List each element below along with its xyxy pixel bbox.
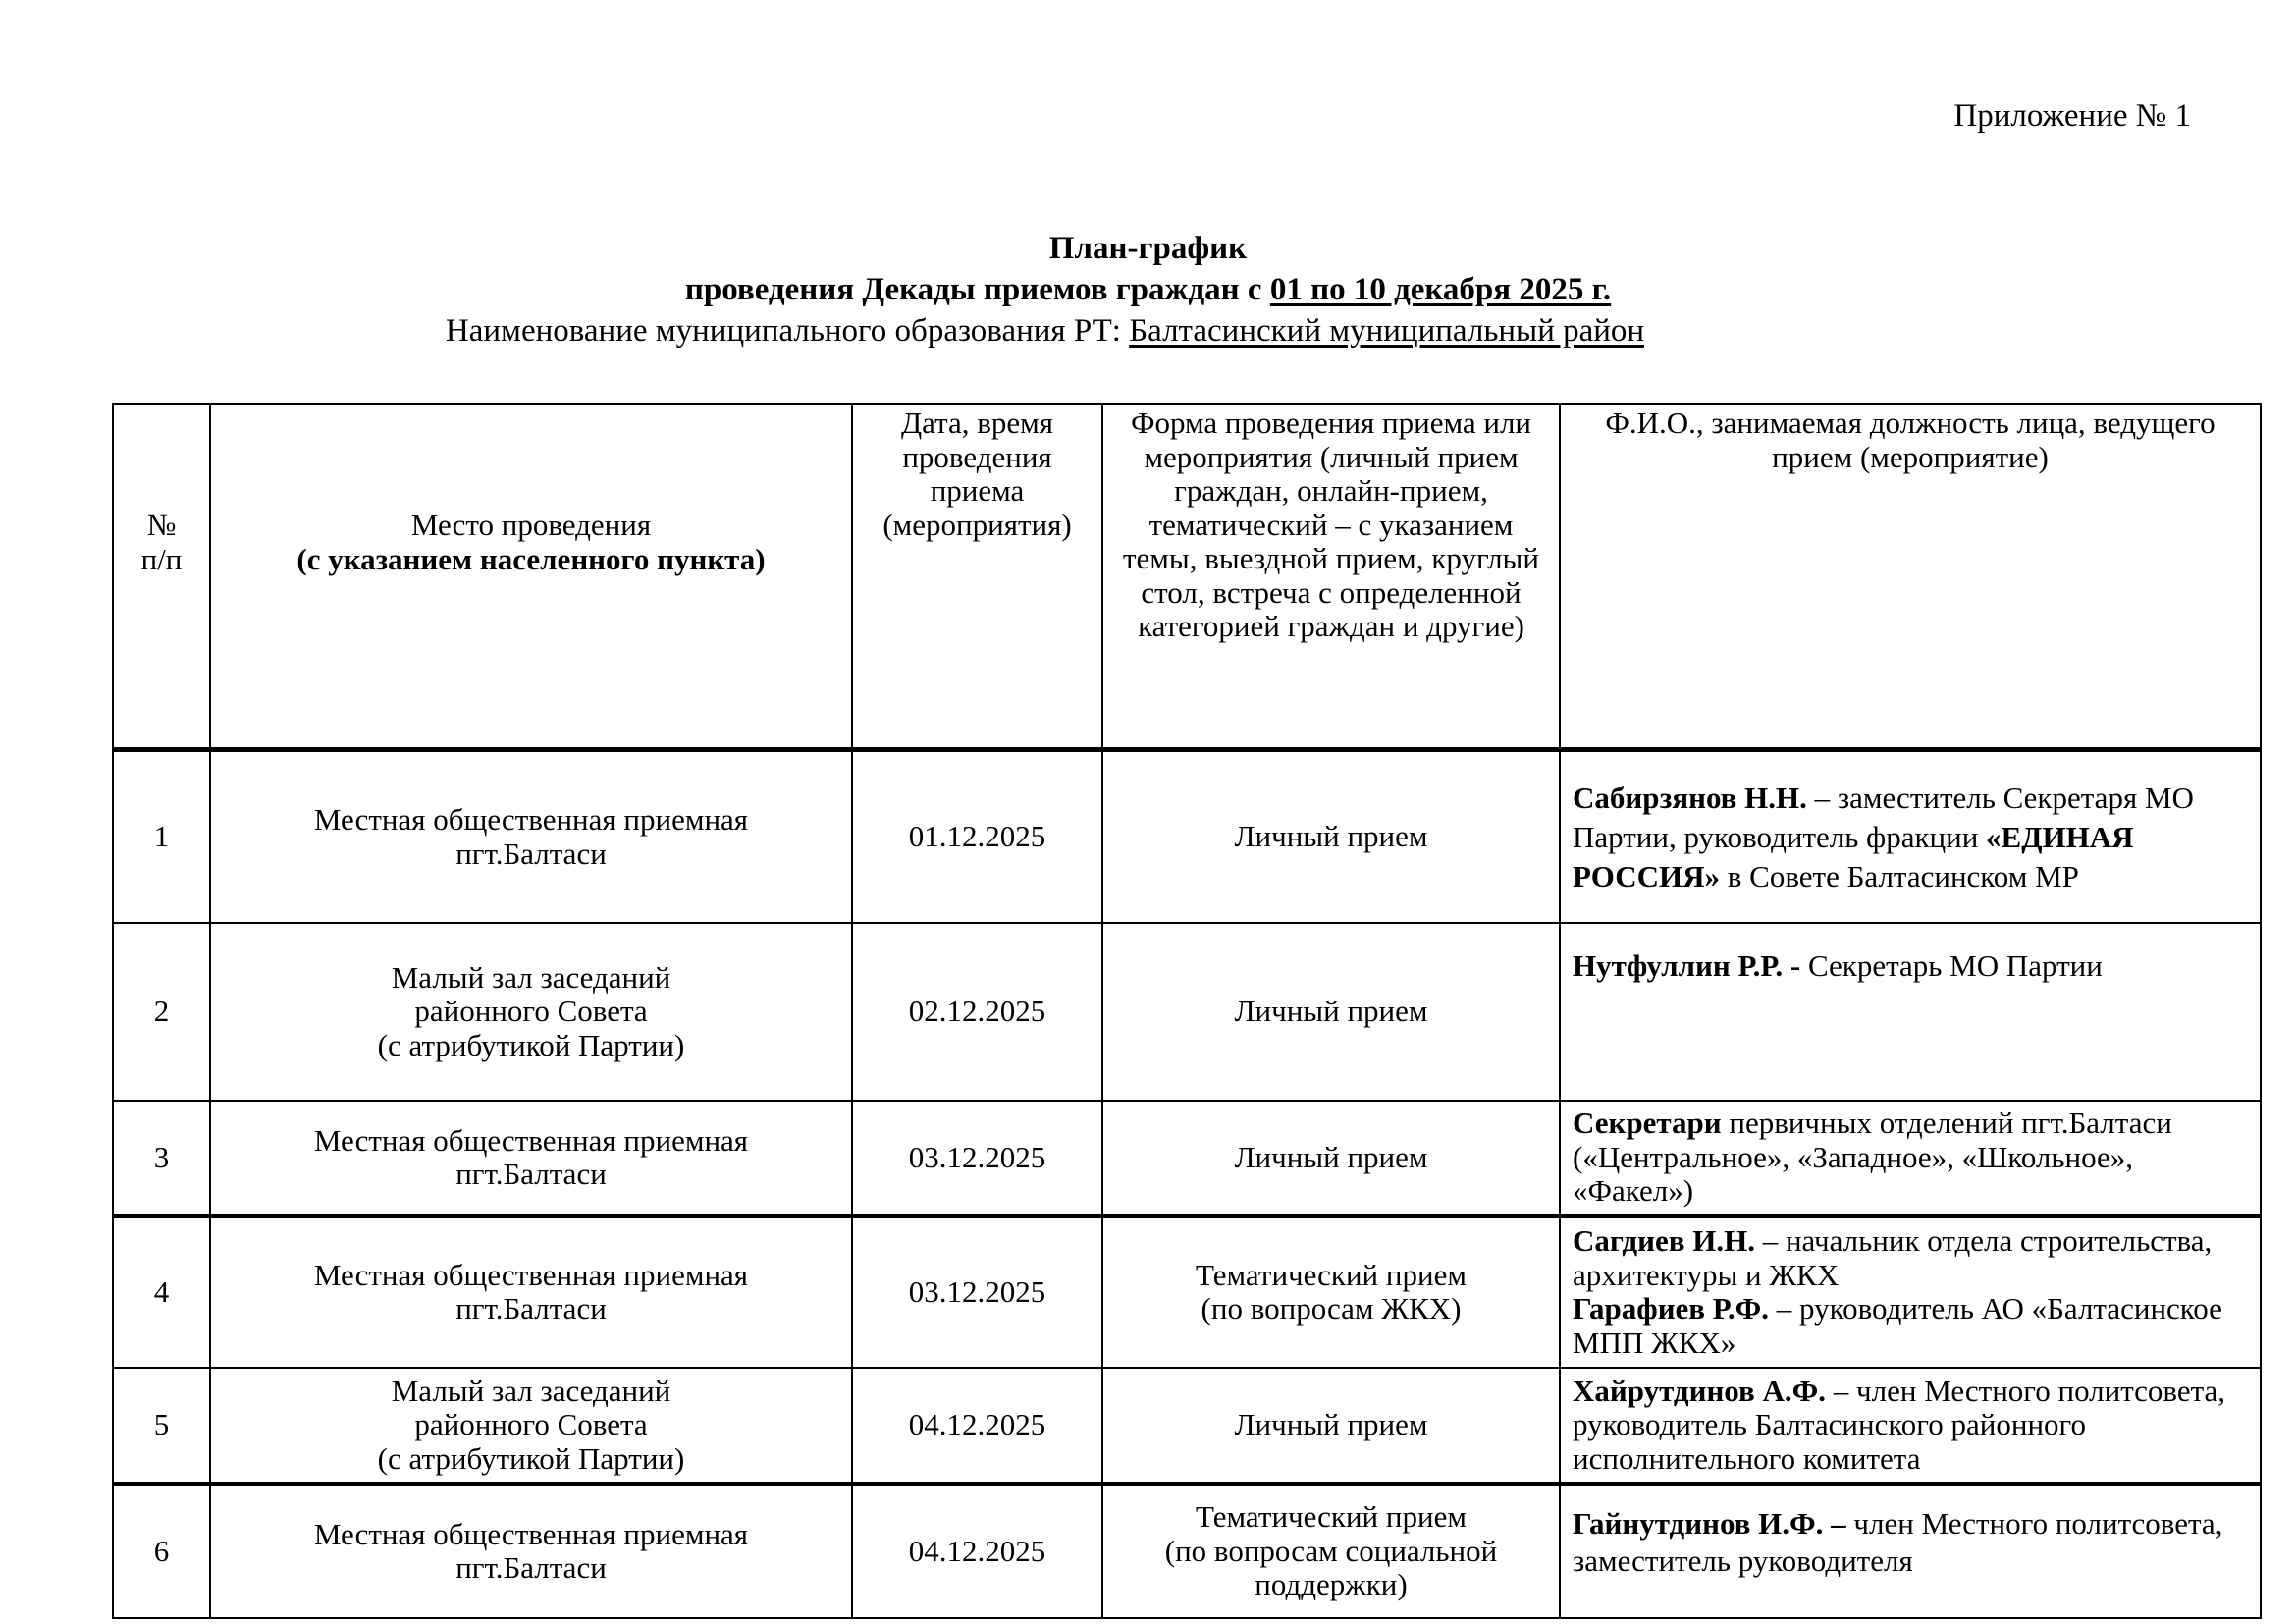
header-form: Форма проведения приема или мероприятия (личный прием граждан, онлайн-прием, тематический – с указанием темы, выездной прием, круглый стол, встреча с определенной категорией граждан и другие) xyxy=(1102,404,1560,750)
place-line: районного Совета xyxy=(414,994,648,1029)
person-name: Секретари xyxy=(1573,1106,1722,1141)
person-position: – член Местного политсовета, руководитель Балтасинского районного исполнительного комитета xyxy=(1573,1373,2226,1476)
place-line: Малый зал заседаний xyxy=(391,959,671,995)
person-position: – руководитель АО «Балтасинское МПП ЖКХ» xyxy=(1573,1291,2222,1360)
cell-place xyxy=(210,750,852,924)
person-position: Секретарь МО Партии xyxy=(1800,948,2103,983)
cell-place xyxy=(210,1101,852,1216)
form-line: Личный прием xyxy=(1234,994,1428,1029)
document-title: План-график xyxy=(1048,231,1248,266)
place-line: пгт.Балтаси xyxy=(455,1550,607,1585)
table-header-row xyxy=(113,404,2261,750)
person-name: Гайнутдинов И.Ф. – xyxy=(1573,1506,1846,1541)
form-line: Личный прием xyxy=(1234,1407,1428,1442)
person-name: Сагдиев И.Н. xyxy=(1573,1223,1755,1258)
header-date: Дата, время проведения приема (мероприятия) xyxy=(852,404,1102,750)
schedule-table xyxy=(112,403,2262,1619)
place-line: Местная общественная приемная xyxy=(313,1257,749,1292)
person-name: Сабирзянов Н.Н. xyxy=(1573,780,1807,815)
cell-date: 01.12.2025 xyxy=(852,750,1102,924)
cell-place xyxy=(210,1368,852,1484)
cell-person xyxy=(1560,1101,2261,1216)
cell-form xyxy=(1102,1101,1560,1216)
header-number-line1: № xyxy=(146,508,177,542)
cell-form xyxy=(1102,1368,1560,1484)
form-line: Тематический прием xyxy=(1196,1257,1467,1292)
cell-form xyxy=(1102,923,1560,1101)
person-position: – начальник отдела строительства, архитектуры и ЖКХ xyxy=(1573,1223,2213,1292)
document-subtitle xyxy=(0,269,2296,310)
cell-date: 02.12.2025 xyxy=(852,923,1102,1101)
form-line: Личный прием xyxy=(1234,819,1428,854)
table-row xyxy=(113,923,2261,1101)
subtitle-prefix: проведения Декады приемов граждан с xyxy=(684,272,1270,307)
place-line: пгт.Балтаси xyxy=(455,836,607,871)
cell-form xyxy=(1102,1484,1560,1618)
place-line: Местная общественная приемная xyxy=(313,1516,749,1551)
header-number-line2: п/п xyxy=(140,541,183,576)
header-number xyxy=(113,404,210,750)
table-row xyxy=(113,1368,2261,1484)
cell-number: 1 xyxy=(113,750,210,924)
municipality-line xyxy=(0,310,2296,352)
cell-number: 5 xyxy=(113,1368,210,1484)
form-line: (по вопросам социальной поддержки) xyxy=(1164,1533,1498,1602)
cell-number: 6 xyxy=(113,1484,210,1618)
header-place-line1: Место проведения xyxy=(410,508,652,542)
person-name: Хайрутдинов А.Ф. xyxy=(1573,1373,1827,1408)
cell-person xyxy=(1560,1216,2261,1368)
place-line: (с атрибутикой Партии) xyxy=(377,1440,685,1476)
municipality-label: Наименование муниципального образования РТ: xyxy=(445,313,1130,349)
cell-person xyxy=(1560,1368,2261,1484)
cell-place xyxy=(210,1484,852,1618)
cell-number: 4 xyxy=(113,1216,210,1368)
person-position: в Совете Балтасинском МР xyxy=(1720,858,2079,893)
cell-form xyxy=(1102,1216,1560,1368)
table-row xyxy=(113,1216,2261,1368)
header-person: Ф.И.О., занимаемая должность лица, ведущего прием (мероприятие) xyxy=(1560,404,2261,750)
form-line: Личный прием xyxy=(1234,1139,1428,1174)
cell-person xyxy=(1560,1484,2261,1618)
table-row xyxy=(113,1101,2261,1216)
person-position: первичных отделений пгт.Балтаси («Центральное», «Западное», «Школьное», «Факел») xyxy=(1573,1106,2172,1209)
person-name: Нутфуллин Р.Р. - xyxy=(1573,948,1801,983)
cell-date: 04.12.2025 xyxy=(852,1368,1102,1484)
decade-period: 01 по 10 декабря 2025 г. xyxy=(1269,272,1612,307)
form-line: Тематический прием xyxy=(1196,1499,1467,1535)
document-title-block xyxy=(0,228,2296,352)
header-place xyxy=(210,404,852,750)
cell-form xyxy=(1102,750,1560,924)
person-name: Гарафиев Р.Ф. xyxy=(1573,1291,1769,1326)
header-place-line2: (с указанием населенного пункта) xyxy=(296,541,766,576)
cell-date: 04.12.2025 xyxy=(852,1484,1102,1618)
cell-number: 2 xyxy=(113,923,210,1101)
table-row xyxy=(113,1484,2261,1618)
form-line: (по вопросам ЖКХ) xyxy=(1201,1291,1462,1326)
appendix-label: Приложение № 1 xyxy=(1953,98,2191,134)
cell-place xyxy=(210,1216,852,1368)
place-line: Малый зал заседаний xyxy=(391,1373,671,1408)
place-line: Местная общественная приемная xyxy=(313,1122,749,1158)
place-line: пгт.Балтаси xyxy=(455,1157,607,1191)
table-row xyxy=(113,750,2261,924)
person-name: «ЕДИНАЯ РОССИЯ» xyxy=(1573,819,2134,893)
person-position: член Местного политсовета, заместитель руководителя xyxy=(1573,1506,2223,1578)
cell-date: 03.12.2025 xyxy=(852,1216,1102,1368)
place-line: (с атрибутикой Партии) xyxy=(377,1027,685,1062)
person-position: – заместитель Секретаря МО Партии, руководитель фракции xyxy=(1573,780,2194,854)
cell-person xyxy=(1560,923,2261,1101)
place-line: пгт.Балтаси xyxy=(455,1291,607,1326)
cell-number: 3 xyxy=(113,1101,210,1216)
place-line: районного Совета xyxy=(414,1407,648,1442)
cell-person xyxy=(1560,750,2261,924)
cell-date: 03.12.2025 xyxy=(852,1101,1102,1216)
place-line: Местная общественная приемная xyxy=(313,802,749,837)
cell-place xyxy=(210,923,852,1101)
municipality-name: Балтасинский муниципальный район xyxy=(1129,313,1645,349)
